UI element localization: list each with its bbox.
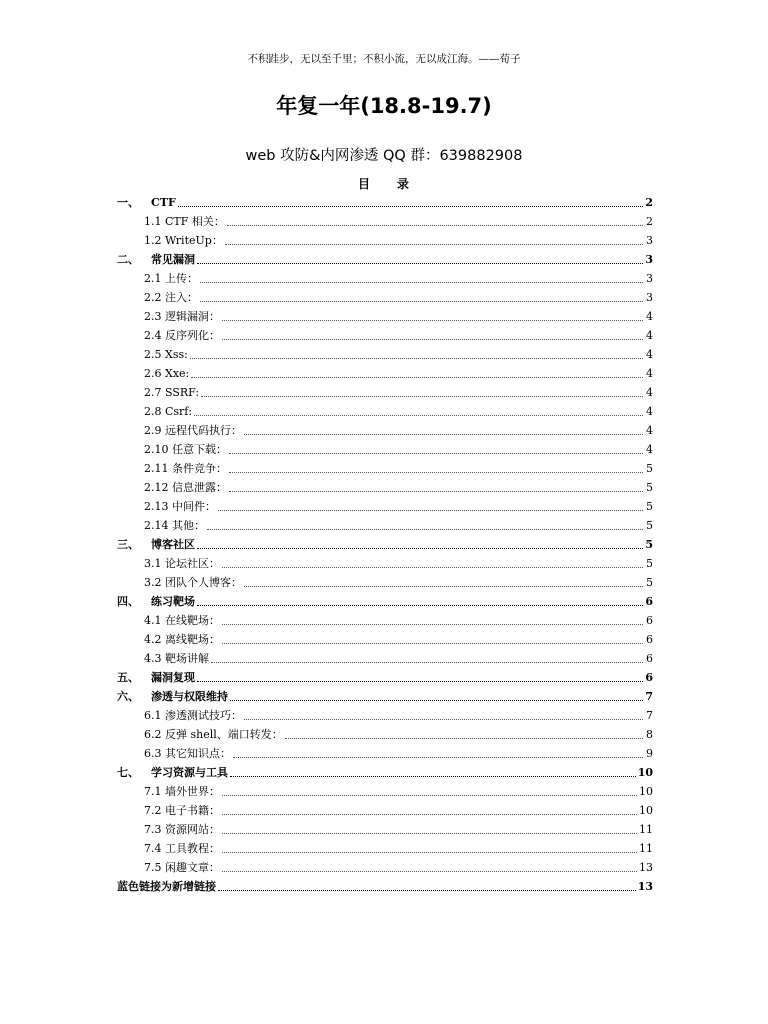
- document-subtitle: web 攻防&内网渗透 QQ 群：639882908: [245, 148, 523, 164]
- toc-entry-title: 7.4 工具教程：: [144, 842, 220, 855]
- toc-section-entry[interactable]: [117, 345, 653, 364]
- toc-chapter-entry[interactable]: [117, 193, 653, 212]
- toc-page-number: 5: [646, 462, 653, 475]
- toc-page-number: 4: [646, 348, 653, 361]
- toc-page-number: 4: [646, 386, 653, 399]
- toc-section-entry[interactable]: [117, 820, 653, 839]
- toc-dot-leader: [244, 586, 643, 587]
- toc-section-entry[interactable]: [117, 630, 653, 649]
- toc-page-number: 5: [646, 481, 653, 494]
- toc-dot-leader: [244, 719, 643, 720]
- toc-page-number: 3: [645, 253, 653, 266]
- toc-dot-leader: [218, 510, 643, 511]
- toc-section-entry[interactable]: [117, 497, 653, 516]
- toc-dot-leader: [230, 700, 643, 701]
- toc-entry-title: 1.2 WriteUp：: [144, 234, 223, 247]
- toc-page-number: 3: [646, 272, 653, 285]
- toc-section-entry[interactable]: [117, 611, 653, 630]
- document-title: 年复一年(18.8-19.7): [276, 94, 492, 118]
- toc-page-number: 4: [646, 329, 653, 342]
- toc-dot-leader: [222, 339, 643, 340]
- toc-section-entry[interactable]: [117, 573, 653, 592]
- toc-chapter-entry[interactable]: [117, 250, 653, 269]
- toc-section-entry[interactable]: [117, 554, 653, 573]
- toc-dot-leader: [229, 453, 643, 454]
- toc-dot-leader: [211, 662, 643, 663]
- toc-section-entry[interactable]: [117, 706, 653, 725]
- toc-dot-leader: [222, 624, 643, 625]
- toc-dot-leader: [200, 282, 643, 283]
- toc-entry-title: 2.1 上传：: [144, 272, 198, 285]
- toc-entry-title: 2.9 远程代码执行：: [144, 424, 242, 437]
- toc-dot-leader: [178, 206, 643, 207]
- toc-dot-leader: [197, 548, 643, 549]
- toc-entry-title: 2.4 反序列化：: [144, 329, 220, 342]
- toc-page-number: 3: [646, 291, 653, 304]
- toc-entry-title: 2.8 Csrf:: [144, 405, 193, 418]
- toc-page-number: 2: [645, 196, 653, 209]
- toc-dot-leader: [233, 757, 643, 758]
- toc-entry-title: 6.3 其它知识点：: [144, 747, 231, 760]
- toc-entry-title: 漏洞复现: [151, 671, 195, 684]
- toc-chapter-entry[interactable]: [117, 763, 653, 782]
- toc-dot-leader: [197, 605, 643, 606]
- toc-page-number: 7: [645, 690, 653, 703]
- toc-page-number: 5: [646, 576, 653, 589]
- toc-section-entry[interactable]: [117, 307, 653, 326]
- toc-dot-leader: [191, 377, 643, 378]
- toc-entry-title: 2.12 信息泄露：: [144, 481, 227, 494]
- toc-section-entry[interactable]: [117, 231, 653, 250]
- toc-section-entry[interactable]: [117, 402, 653, 421]
- toc-dot-leader: [222, 795, 637, 796]
- toc-page-number: 6: [646, 652, 653, 665]
- toc-dot-leader: [200, 301, 643, 302]
- toc-dot-leader: [222, 567, 643, 568]
- toc-dot-leader: [197, 263, 643, 264]
- toc-chapter-entry[interactable]: [117, 592, 653, 611]
- toc-dot-leader: [207, 529, 643, 530]
- toc-heading: 目 录: [357, 177, 410, 191]
- toc-section-entry[interactable]: [117, 459, 653, 478]
- toc-page-number: 10: [637, 766, 653, 779]
- toc-section-entry[interactable]: [117, 440, 653, 459]
- toc-dot-leader: [222, 814, 637, 815]
- toc-dot-leader: [222, 643, 643, 644]
- header-motto: 不积跬步，无以至千里；不积小流，无以成江海。——荀子: [247, 53, 521, 65]
- toc-chapter-entry[interactable]: [117, 687, 653, 706]
- toc-section-entry[interactable]: [117, 516, 653, 535]
- toc-page-number: 4: [646, 443, 653, 456]
- toc-page-number: 7: [646, 709, 653, 722]
- toc-page-number: 11: [639, 823, 653, 836]
- toc-entry-title: 常见漏洞: [151, 253, 195, 266]
- toc-entry-title: 7.1 墙外世界：: [144, 785, 220, 798]
- toc-section-entry[interactable]: [117, 744, 653, 763]
- toc-page-number: 5: [645, 538, 653, 551]
- toc-entry-title: 2.5 Xss:: [144, 348, 188, 361]
- toc-dot-leader: [229, 491, 643, 492]
- toc-entry-number: 四、: [117, 595, 139, 608]
- toc-dot-leader: [190, 358, 643, 359]
- toc-page-number: 6: [645, 595, 653, 608]
- toc-section-entry[interactable]: [117, 364, 653, 383]
- toc-page-number: 10: [639, 804, 653, 817]
- toc-entry-number: 七、: [117, 766, 139, 779]
- toc-dot-leader: [222, 852, 637, 853]
- toc-page-number: 13: [639, 861, 653, 874]
- toc-section-entry[interactable]: [117, 269, 653, 288]
- toc-section-entry[interactable]: [117, 326, 653, 345]
- toc-entry-title: 4.2 离线靶场：: [144, 633, 220, 646]
- toc-entry-title: 2.10 任意下载：: [144, 443, 227, 456]
- toc-chapter-entry[interactable]: [117, 668, 653, 687]
- toc-section-entry[interactable]: [117, 801, 653, 820]
- toc-entry-number: 五、: [117, 671, 139, 684]
- toc-dot-leader: [225, 244, 643, 245]
- toc-dot-leader: [227, 225, 643, 226]
- toc-entry-title: 6.2 反弹 shell、端口转发：: [144, 728, 283, 741]
- toc-page-number: 4: [646, 367, 653, 380]
- toc-section-entry[interactable]: [117, 478, 653, 497]
- toc-page-number: 9: [646, 747, 653, 760]
- toc-dot-leader: [222, 871, 637, 872]
- toc-section-entry[interactable]: [117, 839, 653, 858]
- toc-entry-title: 蓝色链接为新增链接: [117, 880, 216, 893]
- toc-entry-title: 3.1 论坛社区：: [144, 557, 220, 570]
- toc-entry-number: 一、: [117, 196, 139, 209]
- toc-dot-leader: [229, 472, 643, 473]
- toc-entry-title: 4.1 在线靶场：: [144, 614, 220, 627]
- toc-dot-leader: [194, 415, 643, 416]
- toc-entry-title: 7.2 电子书籍：: [144, 804, 220, 817]
- toc-entry-title: 博客社区: [151, 538, 195, 551]
- toc-page-number: 6: [646, 614, 653, 627]
- toc-entry-title: 6.1 渗透测试技巧：: [144, 709, 242, 722]
- toc-entry-number: 六、: [117, 690, 139, 703]
- toc-page-number: 4: [646, 310, 653, 323]
- toc-entry-title: 1.1 CTF 相关：: [144, 215, 225, 228]
- toc-dot-leader: [222, 320, 643, 321]
- toc-entry-title: 2.3 逻辑漏洞：: [144, 310, 220, 323]
- toc-dot-leader: [230, 776, 636, 777]
- toc-entry-title: CTF: [151, 196, 176, 209]
- toc-page-number: 6: [646, 633, 653, 646]
- toc-dot-leader: [222, 833, 637, 834]
- toc-section-entry[interactable]: [117, 421, 653, 440]
- toc-page-number: 4: [646, 424, 653, 437]
- toc-section-entry[interactable]: [117, 288, 653, 307]
- toc-section-entry[interactable]: [117, 782, 653, 801]
- toc-entry-title: 2.11 条件竞争：: [144, 462, 227, 475]
- toc-entry-title: 练习靶场: [151, 595, 195, 608]
- toc-chapter-entry[interactable]: [117, 877, 653, 896]
- toc-dot-leader: [201, 396, 643, 397]
- toc-entry-title: 学习资源与工具: [151, 766, 228, 779]
- toc-page-number: 5: [646, 557, 653, 570]
- toc-page-number: 5: [646, 500, 653, 513]
- toc-entry-title: 4.3 靶场讲解: [144, 652, 209, 665]
- toc-entry-title: 2.7 SSRF:: [144, 386, 200, 399]
- toc-dot-leader: [285, 738, 643, 739]
- toc-section-entry[interactable]: [117, 212, 653, 231]
- toc-dot-leader: [244, 434, 643, 435]
- toc-entry-title: 2.14 其他：: [144, 519, 205, 532]
- toc-page-number: 5: [646, 519, 653, 532]
- toc-entry-title: 2.6 Xxe:: [144, 367, 190, 380]
- toc-page-number: 4: [646, 405, 653, 418]
- toc-entry-title: 渗透与权限维持: [151, 690, 228, 703]
- toc-page-number: 13: [637, 880, 653, 893]
- toc-entry-title: 3.2 团队个人博客：: [144, 576, 242, 589]
- toc-section-entry[interactable]: [117, 649, 653, 668]
- toc-dot-leader: [197, 681, 643, 682]
- toc-entry-title: 2.13 中间件：: [144, 500, 216, 513]
- toc-entry-number: 三、: [117, 538, 139, 551]
- toc-page-number: 8: [646, 728, 653, 741]
- toc-page-number: 6: [645, 671, 653, 684]
- toc-entry-title: 7.3 资源网站：: [144, 823, 220, 836]
- toc-dot-leader: [218, 890, 636, 891]
- toc-entry-title: 2.2 注入：: [144, 291, 198, 304]
- toc-page-number: 10: [639, 785, 653, 798]
- toc-entry-number: 二、: [117, 253, 139, 266]
- toc-page-number: 3: [646, 234, 653, 247]
- toc-chapter-entry[interactable]: [117, 535, 653, 554]
- toc-page-number: 2: [646, 215, 653, 228]
- toc-entry-title: 7.5 闲趣文章：: [144, 861, 220, 874]
- table-of-contents: [117, 193, 653, 896]
- toc-page-number: 11: [639, 842, 653, 855]
- toc-section-entry[interactable]: [117, 383, 653, 402]
- toc-section-entry[interactable]: [117, 725, 653, 744]
- toc-section-entry[interactable]: [117, 858, 653, 877]
